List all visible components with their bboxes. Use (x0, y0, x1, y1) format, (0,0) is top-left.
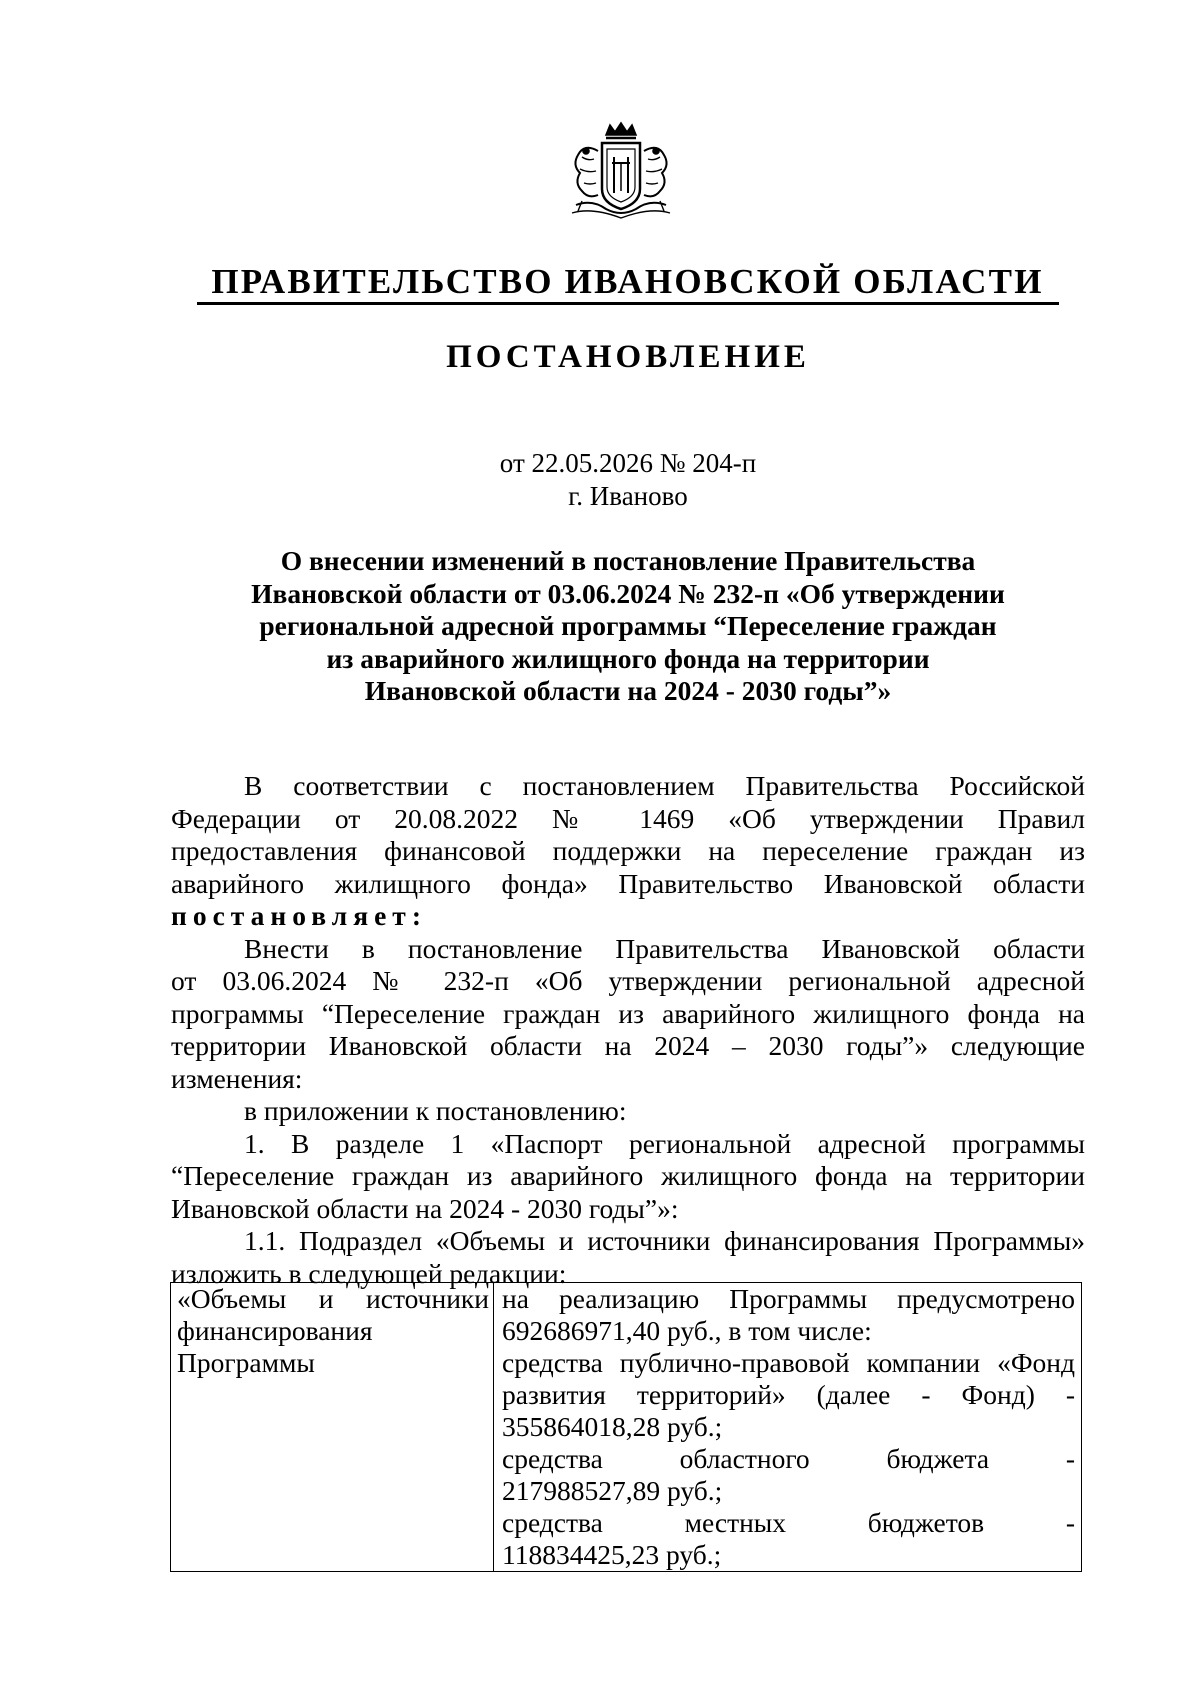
value-line: развития территорий» (далее - Фонд) - (502, 1379, 1075, 1410)
amend-intro-line: изменения: (171, 1062, 303, 1094)
amend-intro-line: программы “Переселение граждан из аварийного жилищного фонда на (171, 997, 1085, 1029)
title-underline (197, 302, 1059, 305)
subject-line: Ивановской области на 2024 - 2030 годы”» (364, 675, 892, 706)
preamble-line: В соответствии с постановлением Правительства Российской (244, 770, 1085, 801)
item-1-line: “Переселение граждан из аварийного жилищного фонда на территории (171, 1160, 1085, 1191)
preamble-line: Федерации от 20.08.2022 № 1469 «Об утверждении Правил (171, 802, 1085, 834)
item-1-1-line: 1.1. Подраздел «Объемы и источники финансирования Программы» (244, 1225, 1085, 1256)
item-1-1-line: изложить в следующей редакции: (171, 1257, 567, 1289)
preamble-line: аварийного жилищного фонда» Правительство Ивановской области (171, 867, 1085, 899)
label-line: финансирования (177, 1315, 373, 1346)
value-line: на реализацию Программы предусмотрено (502, 1283, 1075, 1314)
document-type-title: ПОСТАНОВЛЕНИЕ (446, 339, 810, 375)
value-line: 217988527,89 руб.; (502, 1475, 723, 1506)
financing-table (170, 1282, 1082, 1572)
value-line: средства публично-правовой компании «Фонд (502, 1347, 1075, 1378)
subject-line: О внесении изменений в постановление Правительства (280, 545, 976, 576)
item-1-line: 1. В разделе 1 «Паспорт региональной адресной программы (244, 1127, 1085, 1159)
label-line: «Объемы и источники (177, 1283, 489, 1314)
value-line: средства местных бюджетов - (502, 1507, 1075, 1538)
city-line: г. Иваново (568, 481, 688, 511)
resolves-word: постановляет: (171, 900, 427, 931)
label-line: Программы (177, 1347, 315, 1378)
financing-label-cell (171, 1283, 494, 1572)
preamble-line: предоставления финансовой поддержки на переселение граждан из (171, 835, 1085, 866)
document-body (171, 770, 1085, 1290)
amend-intro-line: Внести в постановление Правительства Ивановской области (244, 932, 1085, 964)
value-line: 692686971,40 руб., в том числе: (502, 1315, 872, 1346)
subject-line: Ивановской области от 03.06.2024 № 232-п «Об утверждении (251, 577, 1005, 609)
coat-of-arms-icon (562, 121, 680, 221)
value-line: средства областного бюджета - (502, 1443, 1075, 1474)
amend-intro-line: территории Ивановской области на 2024 – 2030 годы”» следующие (171, 1030, 1085, 1061)
subject-line: из аварийного жилищного фонда на территории (326, 642, 930, 674)
government-title: ПРАВИТЕЛЬСТВО ИВАНОВСКОЙ ОБЛАСТИ (211, 262, 1044, 301)
date-number-line: от 22.05.2026 № 204-п (499, 448, 757, 478)
table-row (171, 1283, 1082, 1572)
value-line: 355864018,28 руб.; (502, 1411, 723, 1442)
appendix-line: в приложении к постановлению: (244, 1095, 627, 1126)
document-subject (170, 545, 1086, 708)
value-line: 118834425,23 руб.; (502, 1539, 722, 1570)
financing-value-cell (494, 1283, 1082, 1572)
amend-intro-line: от 03.06.2024 № 232-п «Об утверждении региональной адресной (171, 965, 1085, 996)
item-1-line: Ивановской области на 2024 - 2030 годы”»: (171, 1192, 679, 1224)
subject-line: региональной адресной программы “Переселение граждан (259, 610, 997, 641)
